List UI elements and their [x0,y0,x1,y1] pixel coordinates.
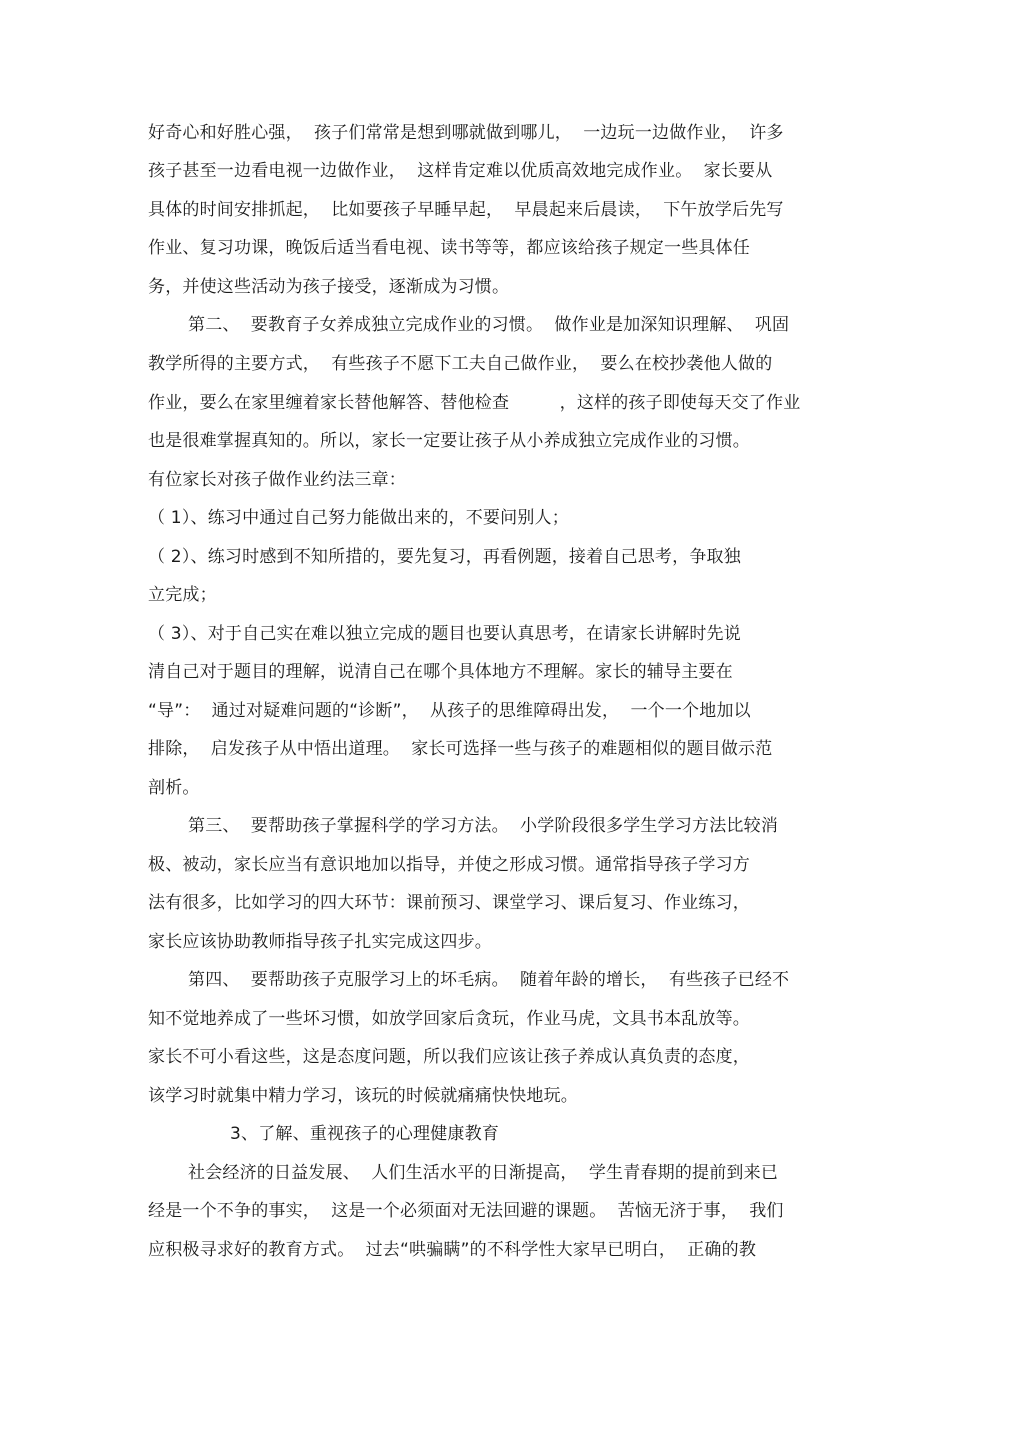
text-line: 孩子甚至一边看电视一边做作业， 这样肯定难以优质高效地完成作业。 家长要从 [148,161,773,181]
text-line: 该学习时就集中精力学习，该玩的时候就痛痛快快地玩。 [148,1086,578,1106]
text-line: 家长应该协助教师指导孩子扎实完成这四步。 [148,932,492,952]
text-line: 清自己对于题目的理解，说清自己在哪个具体地方不理解。家长的辅导主要在 [148,662,733,682]
paragraph-start-line: 第三、 要帮助孩子掌握科学的学习方法。 小学阶段很多学生学习方法比较消 [188,816,779,836]
text-line: 剖析。 [148,778,200,798]
text-line: 知不觉地养成了一些坏习惯，如放学回家后贪玩，作业马虎，文具书本乱放等。 [148,1009,750,1029]
text-line: 立完成； [148,585,217,605]
text-line: 家长不可小看这些，这是态度问题，所以我们应该让孩子养成认真负责的态度， [148,1047,750,1067]
text-line: 有位家长对孩子做作业约法三章： [148,470,406,490]
text-line: 具体的时间安排抓起， 比如要孩子早睡早起， 早晨起来后晨读， 下午放学后先写 [148,200,784,220]
text-line: 作业、复习功课，晚饭后适当看电视、读书等等，都应该给孩子规定一些具体任 [148,238,750,258]
text-line: 法有很多，比如学习的四大环节：课前预习、课堂学习、课后复习、作业练习， [148,893,750,913]
paragraph-start-line: 社会经济的日益发展、 人们生活水平的日渐提高， 学生青春期的提前到来已 [188,1163,779,1183]
text-line: 排除， 启发孩子从中悟出道理。 家长可选择一些与孩子的难题相似的题目做示范 [148,739,773,759]
text-line: 务，并使这些活动为孩子接受，逐渐成为习惯。 [148,277,510,297]
list-item: （ 2）、练习时感到不知所措的，要先复习，再看例题，接着自己思考，争取独 [148,547,741,567]
paragraph-start-line: 第二、 要教育子女养成独立完成作业的习惯。 做作业是加深知识理解、 巩固 [188,315,790,335]
text-line: 也是很难掌握真知的。所以，家长一定要让孩子从小养成独立完成作业的习惯。 [148,431,750,451]
list-item: （ 3）、对于自己实在难以独立完成的题目也要认真思考，在请家长讲解时先说 [148,624,741,644]
list-item: （ 1）、练习中通过自己努力能做出来的，不要问别人； [148,508,569,528]
text-line: 极、被动，家长应当有意识地加以指导，并使之形成习惯。通常指导孩子学习方 [148,855,750,875]
section-heading: 3、了解、重视孩子的心理健康教育 [230,1124,500,1144]
text-line: 教学所得的主要方式， 有些孩子不愿下工夫自己做作业， 要么在校抄袭他人做的 [148,354,773,374]
text-line: 作业，要么在家里缠着家长替他解答、替他检查 ，这样的孩子即使每天交了作业 [148,393,801,413]
text-line: 经是一个不争的事实， 这是一个必须面对无法回避的课题。 苦恼无济于事， 我们 [148,1201,784,1221]
text-line: 好奇心和好胜心强， 孩子们常常是想到哪就做到哪儿， 一边玩一边做作业， 许多 [148,123,784,143]
text-line: 应积极寻求好的教育方式。 过去“哄骗瞒”的不科学性大家早已明白， 正确的教 [148,1240,757,1260]
text-line: “导”： 通过对疑难问题的“诊断”， 从孩子的思维障碍出发， 一个一个地加以 [148,701,751,721]
paragraph-start-line: 第四、 要帮助孩子克服学习上的坏毛病。 随着年龄的增长， 有些孩子已经不 [188,970,790,990]
